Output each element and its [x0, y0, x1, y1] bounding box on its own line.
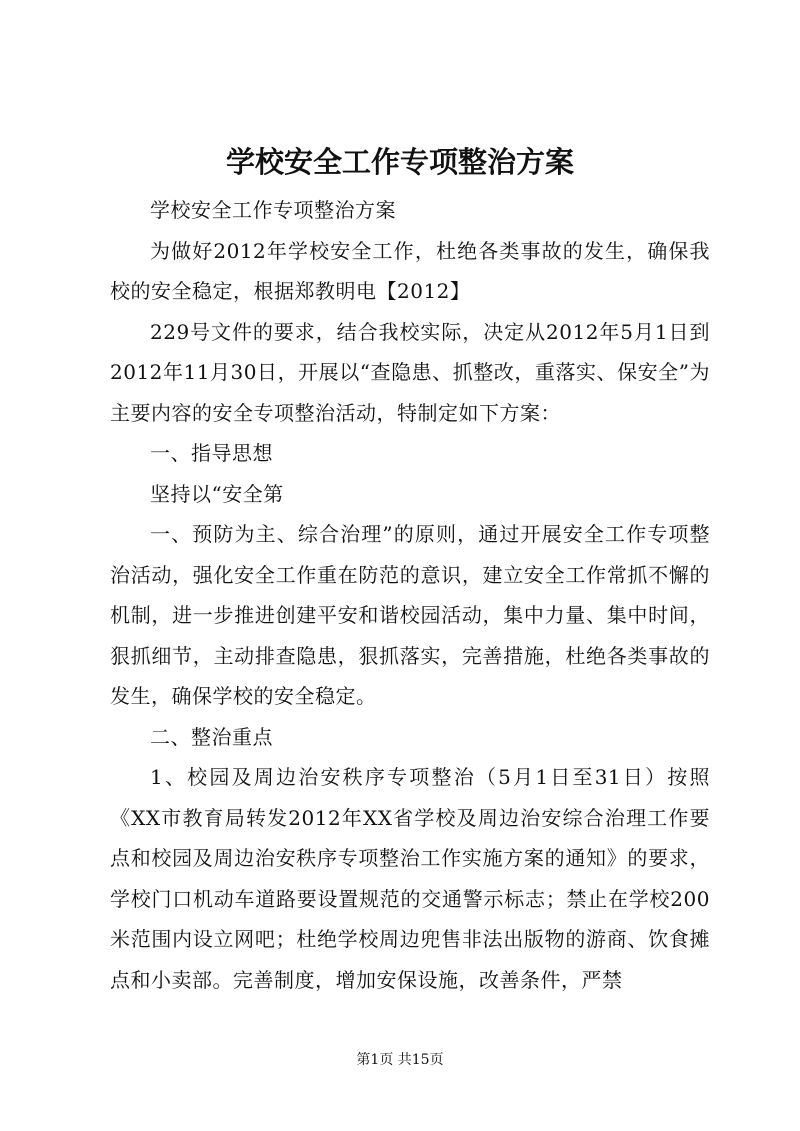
paragraph-principle-start: 坚持以“安全第 — [150, 481, 284, 506]
paragraph-intro-continued: 229号文件的要求，结合我校实际，决定从2012年5月1日到2012年11月30日，开展以“查隐患、抓整改，重落实、保安全”为主要内容的安全专项整治活动，特制定如下方案： — [110, 319, 710, 425]
page-number-footer: 第1页 共15页 — [356, 1052, 444, 1068]
section-heading-guiding-ideology: 一、指导思想 — [150, 441, 273, 465]
paragraph-campus-security: 1、校园及周边治安秩序专项整治（5月1日至31日）按照《XX市教育局转发2012年XX省学校及周边治安综合治理工作要点和校园及周边治安秩序专项整治工作实施方案的通知》的要求，学校门口机动车道路要设置规范的交通警示标志；禁止在学校200米范围内设立网吧；杜绝学校周边兜售非法出版物的游商、饮食摊点和小卖部。完善制度，增加安保设施，改善条件，严禁 — [110, 765, 710, 992]
paragraph-principle: 一、预防为主、综合治理”的原则，通过开展安全工作专项整治活动，强化安全工作重在防范的意识，建立安全工作常抓不懈的机制，进一步推进创建平安和谐校园活动，集中力量、集中时间，狠抓细节，主动排查隐患，狠抓落实，完善措施，杜绝各类事故的发生，确保学校的安全稳定。 — [110, 522, 710, 708]
paragraph-subtitle: 学校安全工作专项整治方案 — [150, 198, 396, 222]
document-title: 学校安全工作专项整治方案 — [225, 145, 574, 179]
document-body — [110, 190, 710, 1000]
section-heading-key-points: 二、整治重点 — [150, 724, 273, 749]
paragraph-intro: 为做好2012年学校安全工作，杜绝各类事故的发生，确保我校的安全稳定，根据郑教明电【2012】 — [110, 238, 710, 303]
